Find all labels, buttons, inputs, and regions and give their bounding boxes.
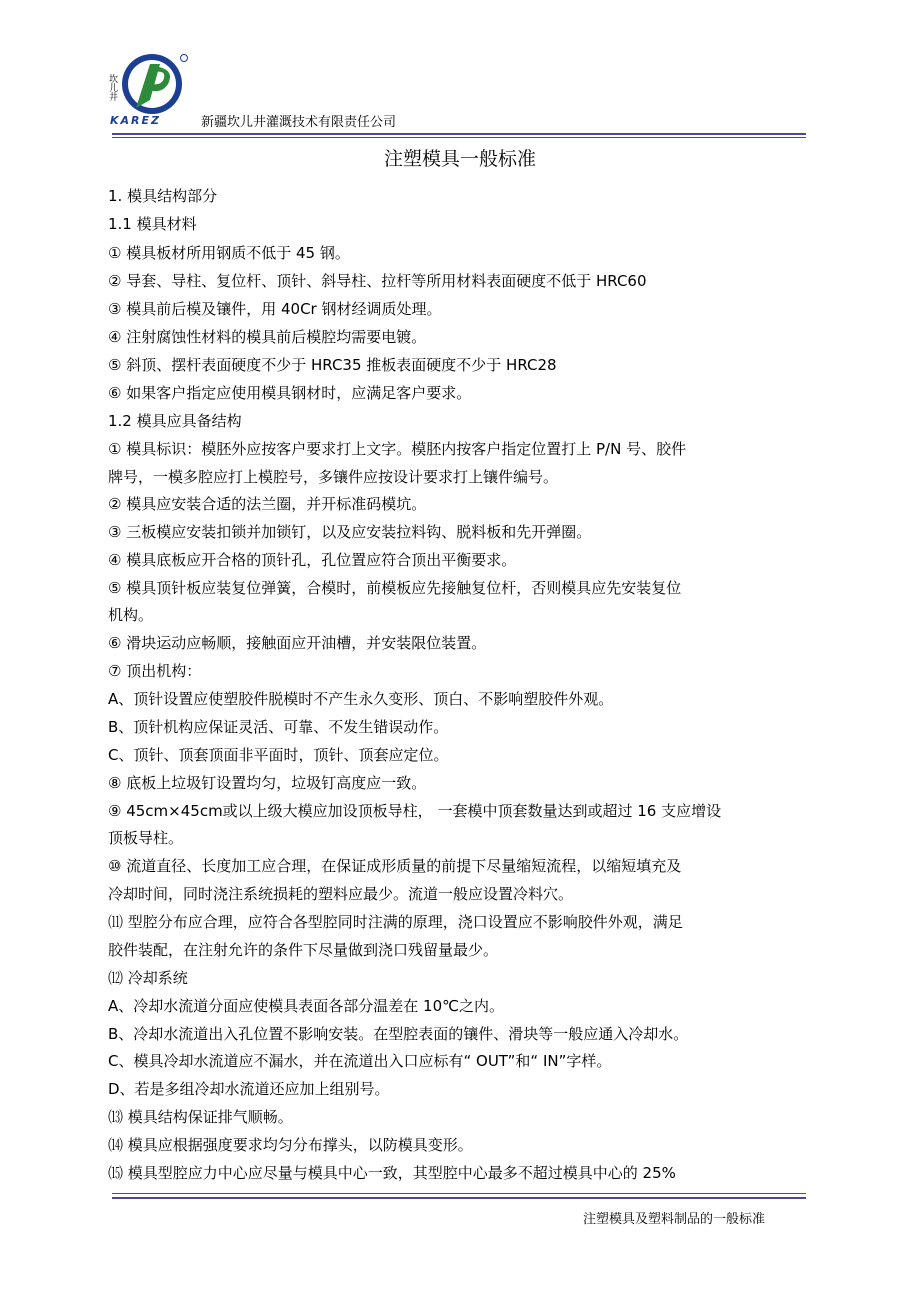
text-line: ③ 模具前后模及镶件，用 40Cr 钢材经调质处理。 [108,300,442,318]
text-line: ⑾ 型腔分布应合理，应符合各型腔同时注满的原理，浇口设置应不影响胶件外观，满足 [108,913,683,931]
text-line: C、顶针、顶套顶面非平面时，顶针、顶套应定位。 [108,746,449,764]
text-line: ⑨ 45cm×45cm或以上级大模应加设顶板导柱， 一套模中顶套数量达到或超过 16 支应增设 [108,802,722,820]
text-line: ② 模具应安装合适的法兰圈，并开标准码模坑。 [108,495,427,513]
text-line: ⒂ 模具型腔应力中心应尽量与模具中心一致，其型腔中心最多不超过模具中心的 25% [108,1164,676,1182]
text-line: 冷却时间，同时浇注系统损耗的塑料应最少。流道一般应设置冷料穴。 [108,885,574,903]
text-line: ⑥ 滑块运动应畅顺，接触面应开油槽，并安装限位装置。 [108,634,487,652]
text-line: 机构。 [108,606,154,624]
text-line: 1.1 模具材料 [108,215,197,233]
text-line: 胶件装配，在注射允许的条件下尽量做到浇口残留量最少。 [108,941,499,959]
header-divider [112,133,806,135]
logo-chinese-text: 坎儿井 [107,74,117,101]
text-line: ⑦ 顶出机构： [108,662,202,680]
text-line: B、顶针机构应保证灵活、可靠、不发生错误动作。 [108,718,449,736]
text-line: ④ 模具底板应开合格的顶针孔，孔位置应符合顶出平衡要求。 [108,551,517,569]
text-line: ① 模具标识：模胚外应按客户要求打上文字。模胚内按客户指定位置打上 P/N 号、胶件 [108,440,687,458]
text-line: A、冷却水流道分面应使模具表面各部分温差在 10℃之内。 [108,997,504,1015]
footer-divider-thin [112,1193,806,1194]
footer-text: 注塑模具及塑料制品的一般标准 [583,1212,766,1227]
text-line: ① 模具板材所用钢质不低于 45 钢。 [108,244,350,262]
header-divider-thin [112,137,806,138]
text-line: ④ 注射腐蚀性材料的模具前后模腔均需要电镀。 [108,328,427,346]
logo-text: KAREZ [110,114,161,127]
text-line: ⒁ 模具应根据强度要求均匀分布撑头，以防模具变形。 [108,1136,473,1154]
text-line: 顶板导柱。 [108,829,184,847]
text-line: ⑥ 如果客户指定应使用模具钢材时，应满足客户要求。 [108,384,472,402]
text-line: D、若是多组冷却水流道还应加上组别号。 [108,1080,390,1098]
text-line: 1. 模具结构部分 [108,187,218,205]
document-title: 注塑模具一般标准 [383,148,536,170]
text-line: 牌号，一模多腔应打上模腔号，多镶件应按设计要求打上镶件编号。 [108,468,559,486]
text-line: ⑧ 底板上垃圾钉设置均匀，垃圾钉高度应一致。 [108,774,427,792]
text-line: ⒀ 模具结构保证排气顺畅。 [108,1108,293,1126]
text-line: ② 导套、导柱、复位杆、顶针、斜导柱、拉杆等所用材料表面硬度不低于 HRC60 [108,272,647,290]
text-line: B、冷却水流道出入孔位置不影响安装。在型腔表面的镶件、滑块等一般应通入冷却水。 [108,1025,689,1043]
text-line: ⑤ 斜顶、摆杆表面硬度不少于 HRC35 推板表面硬度不少于 HRC28 [108,356,557,374]
text-line: ⑤ 模具顶针板应装复位弹簧，合模时，前模板应先接触复位杆，否则模具应先安装复位 [108,579,682,597]
text-line: ⑿ 冷却系统 [108,969,188,987]
footer-divider [112,1197,806,1199]
text-line: C、模具冷却水流道应不漏水，并在流道出入口应标有“ OUT”和“ IN”字样。 [108,1052,612,1070]
text-line: ③ 三板模应安装扣锁并加锁钉，以及应安装拉料钩、脱料板和先开弹圈。 [108,523,592,541]
company-name: 新疆坎儿井灌溉技术有限责任公司 [201,115,397,130]
text-line: 1.2 模具应具备结构 [108,412,242,430]
karez-logo [106,50,190,128]
text-line: ⑩ 流道直径、长度加工应合理，在保证成形质量的前提下尽量缩短流程，以缩短填充及 [108,857,682,875]
text-line: A、顶针设置应使塑胶件脱模时不产生永久变形、顶白、不影响塑胶件外观。 [108,690,614,708]
